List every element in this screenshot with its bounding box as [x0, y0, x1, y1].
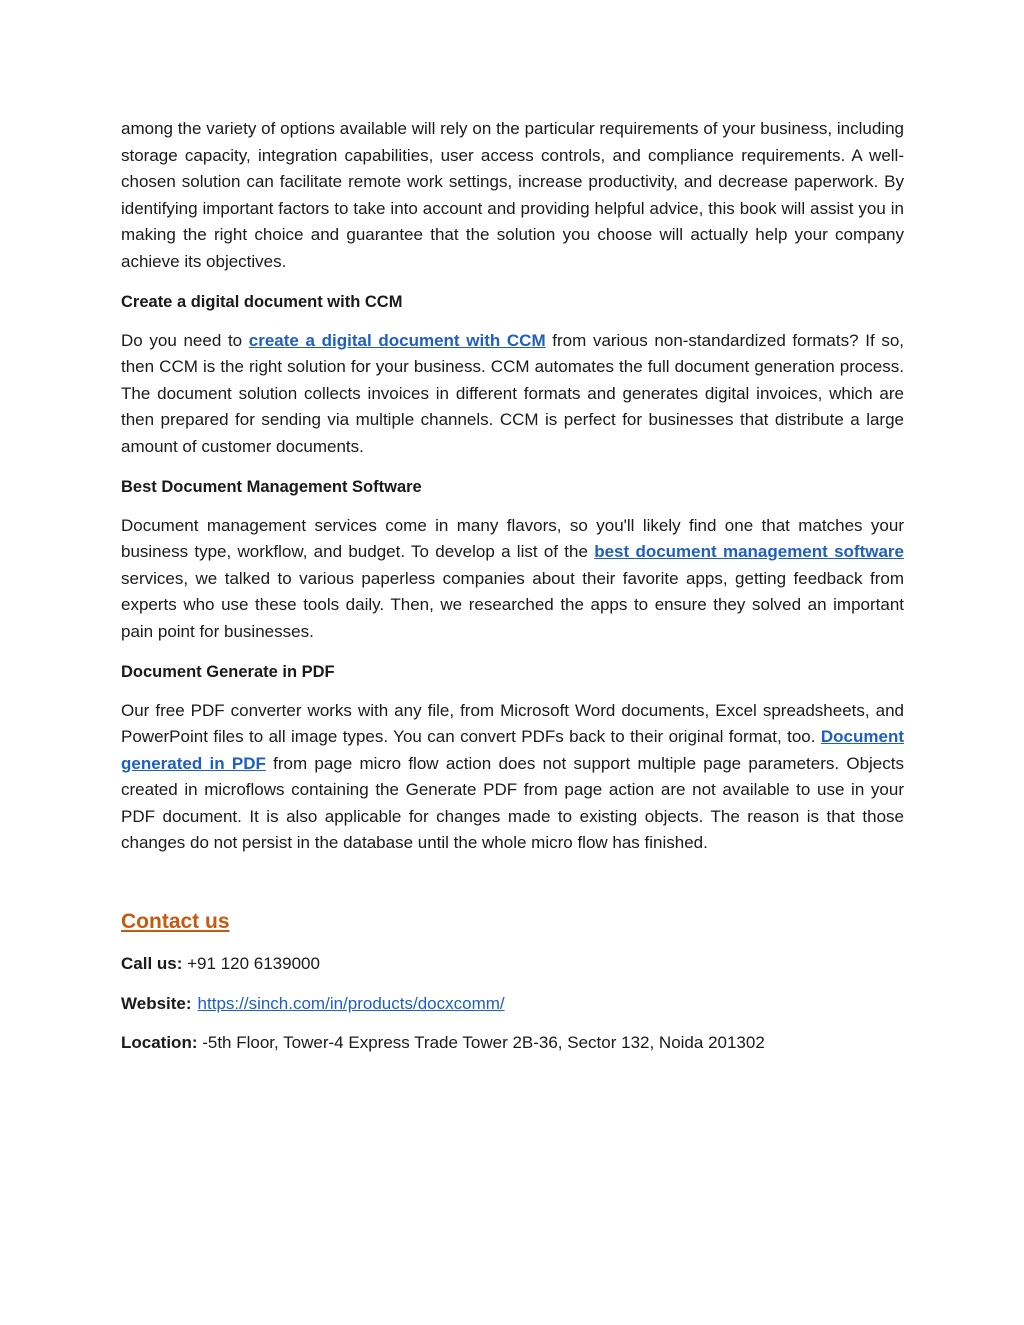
link-document-generated-pdf[interactable]: Document generated in PDF: [121, 727, 904, 773]
text-segment: from various non-standardized formats? If so, then CCM is the right solution for your business. CCM automates the full document generation process. The document solution collects invoices in different formats and generates digital invoices, which are then prepared for sending via multiple channels. CCM is perfect for businesses that distribute a large amount of customer documents.: [121, 330, 905, 456]
paragraph-create-digital-document: [121, 328, 904, 461]
website-link[interactable]: https://sinch.com/in/products/docxcomm/: [197, 993, 505, 1013]
paragraph-document-generate-pdf: [121, 698, 904, 857]
link-best-document-management-software[interactable]: best document management software: [594, 542, 904, 561]
contact-location: [121, 1030, 904, 1057]
heading-best-document-management: Best Document Management Software: [121, 478, 422, 496]
website-label: Website:: [121, 993, 192, 1013]
text-segment: Do you need to: [121, 330, 249, 350]
text-segment: services, we talked to various paperless companies about their favorite apps, getting feedback from experts who use these tools daily. Then, we researched the apps to ensure they solved an important pain point for businesses.: [121, 568, 904, 641]
heading-create-digital-document: Create a digital document with CCM: [121, 293, 403, 311]
heading-document-generate-pdf: Document Generate in PDF: [121, 663, 335, 681]
intro-paragraph: among the variety of options available will rely on the particular requirements of your business, including storage capacity, integration capabilities, user access controls, and compliance requirements. A well-chosen solution can facilitate remote work settings, increase productivity, and decrease paperwork. By identifying important factors to take into account and providing helpful advice, this book will assist you in making the right choice and guarantee that the solution you choose will actually help your company achieve its objectives.: [121, 119, 904, 271]
location-label: Location:: [121, 1033, 198, 1052]
contact-website: [121, 991, 904, 1018]
text-segment: Document management services come in many flavors, so you'll likely find one that matches your business type, workflow, and budget. To develop a list of the: [121, 515, 904, 561]
text-segment: Our free PDF converter works with any file, from Microsoft Word documents, Excel spreadsheets, and PowerPoint files to all image types. You can convert PDFs back to their original format, too.: [121, 700, 904, 746]
contact-call: [121, 951, 904, 978]
paragraph-best-document-management: [121, 513, 904, 646]
location-value: -5th Floor, Tower-4 Express Trade Tower 2B-36, Sector 132, Noida 201302: [197, 1033, 765, 1052]
document-page: [121, 116, 904, 1070]
text-segment: from page micro flow action does not support multiple page parameters. Objects created in microflows containing the Generate PDF from page action are not available to use in your PDF document. It is also applicable for changes made to existing objects. The reason is that those changes do not persist in the database until the whole micro flow has finished.: [121, 753, 904, 852]
call-value: +91 120 6139000: [182, 954, 320, 973]
contact-us-heading: Contact us: [121, 909, 230, 933]
link-create-digital-document[interactable]: create a digital document with CCM: [248, 330, 546, 350]
call-label: Call us:: [121, 954, 183, 973]
